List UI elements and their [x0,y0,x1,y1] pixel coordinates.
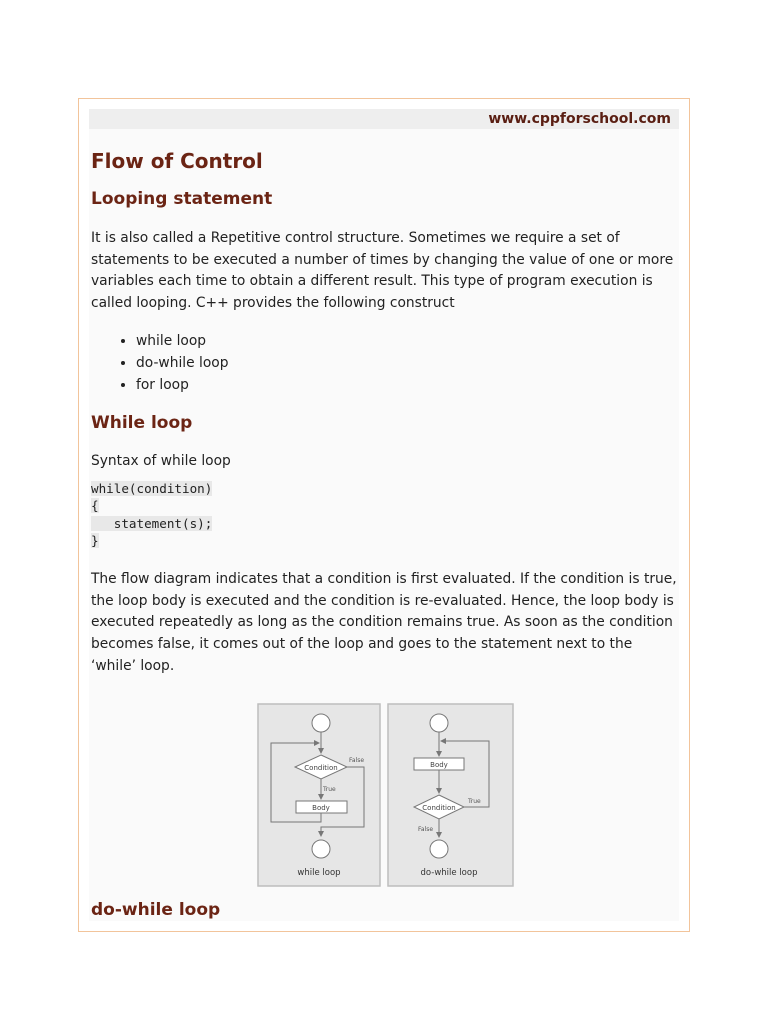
loop-flow-diagram [257,703,515,889]
code-line: statement(s); [91,515,213,531]
content-panel [89,109,679,921]
site-url-bar [89,109,679,129]
false-label: False [349,757,365,764]
do-while-caption: do-while loop [420,868,478,878]
site-url[interactable]: www.cppforschool.com [488,111,671,127]
while-syntax-label: Syntax of while loop [91,453,231,470]
list-item: • while loop [136,331,677,353]
body-label: Body [430,761,448,769]
while-paragraph: The flow diagram indicates that a condition is first evaluated. If the condition is true, the loop body is executed and the condition is re-evaluated. Hence, the loop body is executed repeatedly as long as the condition remains true. As soon as the condition becomes false, it comes out of the loop and goes to the statement next to the ‘while’ loop. [91,571,677,674]
start-node [430,714,448,732]
page-frame [78,98,690,932]
code-line: { [91,498,99,514]
false-label: False [418,826,434,833]
article [89,148,679,677]
condition-label: Condition [422,804,456,812]
heading-while-loop: While loop [91,413,193,434]
body-label: Body [312,804,330,812]
list-item: • do-while loop [136,353,677,375]
list-item: • for loop [136,375,677,397]
loop-types-list [91,331,677,396]
while-caption: while loop [297,868,341,878]
true-label: True [468,798,481,805]
code-line: } [91,532,99,548]
looping-paragraph: It is also called a Repetitive control structure. Sometimes we require a set of statements to be executed a number of times by changing the value of one or more variables each time to obtain a different result. This type of program execution is called looping. C++ provides the following construct [91,230,674,311]
end-node [312,840,330,858]
page-title: Flow of Control [91,149,263,173]
while-code-block [91,480,677,549]
code-line: while(condition) [91,481,213,497]
flow-diagram-svg [257,703,515,889]
end-node [430,840,448,858]
heading-do-while-loop: do-while loop [91,900,221,920]
heading-looping-statement: Looping statement [91,189,273,209]
true-label: True [323,786,336,793]
while-loop-panel [258,704,380,886]
start-node [312,714,330,732]
condition-label: Condition [304,764,338,772]
do-while-loop-panel [388,704,513,886]
